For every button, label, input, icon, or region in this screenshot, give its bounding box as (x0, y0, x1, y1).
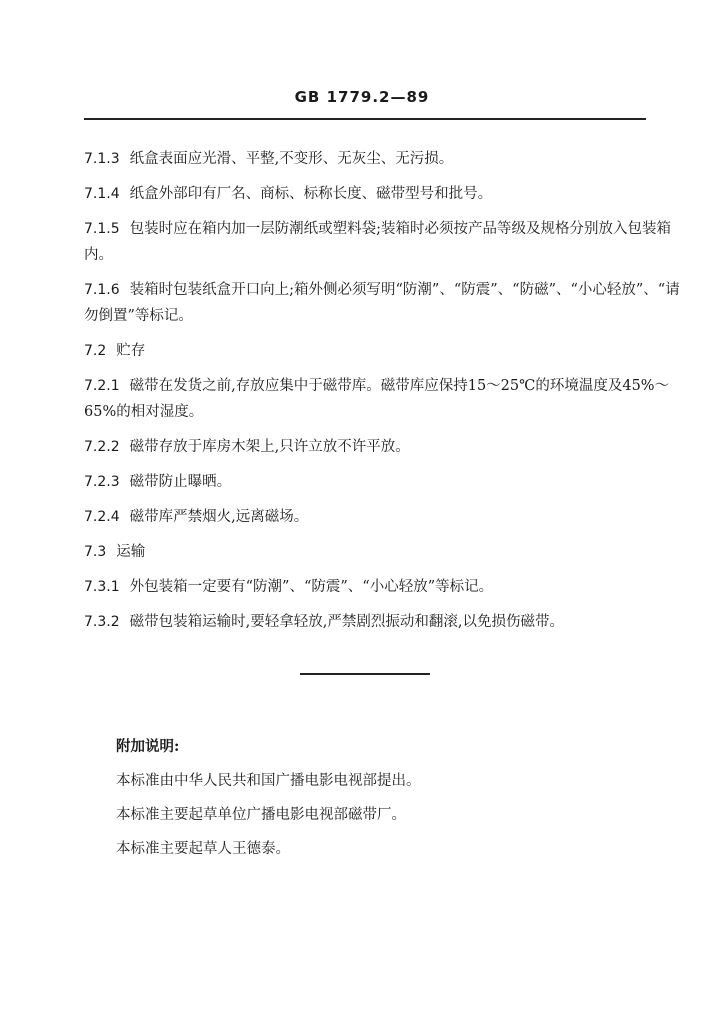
clause-list (84, 146, 684, 644)
clause-7-1-5 (84, 216, 684, 268)
clause-text: 纸盒外部印有厂名、商标、标称长度、磁带型号和批号。 (129, 186, 493, 202)
clause-number: 7.2.4 (84, 509, 120, 525)
clause-text: 磁带防止曝晒。 (129, 474, 232, 490)
note-line: 本标准主要起草单位广播电影电视部磁带厂。 (116, 807, 406, 823)
section-number: 7.2 (84, 343, 107, 359)
clause-7-1-4 (84, 181, 684, 207)
clause-7-3-1 (84, 574, 684, 600)
clause-text: 磁带包装箱运输时,要轻拿轻放,严禁剧烈振动和翻滚,以免损伤磁带。 (129, 614, 564, 630)
clause-7-2-4 (84, 504, 684, 530)
clause-text: 纸盒表面应光滑、平整,不变形、无灰尘、无污损。 (129, 151, 454, 167)
section-title: 贮存 (116, 343, 146, 359)
clause-text: 装箱时包装纸盒开口向上;箱外侧必须写明“防潮”、“防震”、“防磁”、“小心轻放”、“请勿倒置”等标记。 (84, 282, 680, 324)
clause-number: 7.1.5 (84, 221, 120, 237)
clause-number: 7.2.1 (84, 378, 120, 394)
clause-number: 7.2.2 (84, 439, 120, 455)
clause-text: 磁带库严禁烟火,远离磁场。 (129, 509, 309, 525)
clause-number: 7.1.6 (84, 282, 120, 298)
clause-7-2-2 (84, 434, 684, 460)
end-rule (300, 673, 430, 675)
section-number: 7.3 (84, 544, 107, 560)
note-line: 本标准主要起草人王德泰。 (116, 841, 290, 857)
clause-7-1-6 (84, 277, 684, 329)
section-title: 运输 (116, 544, 146, 560)
clause-text: 磁带在发货之前,存放应集中于磁带库。磁带库应保持15～25℃的环境温度及45%～65%的相对湿度。 (84, 378, 670, 420)
clause-number: 7.1.3 (84, 151, 120, 167)
clause-7-2-1 (84, 373, 684, 425)
clause-7-3-2 (84, 609, 684, 635)
clause-text: 外包装箱一定要有“防潮”、“防震”、“小心轻放”等标记。 (129, 579, 494, 595)
clause-number: 7.3.1 (84, 579, 120, 595)
clause-7-1-3 (84, 146, 684, 172)
clause-number: 7.1.4 (84, 186, 120, 202)
section-7-3-heading (84, 539, 684, 565)
header-rule (84, 118, 646, 120)
clause-number: 7.3.2 (84, 614, 120, 630)
additional-notes (116, 730, 676, 866)
section-7-2-heading (84, 338, 684, 364)
clause-number: 7.2.3 (84, 474, 120, 490)
clause-7-2-3 (84, 469, 684, 495)
clause-text: 磁带存放于库房木架上,只许立放不许平放。 (129, 439, 410, 455)
note-line: 本标准由中华人民共和国广播电影电视部提出。 (116, 773, 421, 789)
standard-code: GB 1779.2—89 (294, 88, 430, 106)
notes-title: 附加说明: (116, 738, 180, 755)
clause-text: 包装时应在箱内加一层防潮纸或塑料袋;装箱时必须按产品等级及规格分别放入包装箱内。 (84, 221, 672, 263)
